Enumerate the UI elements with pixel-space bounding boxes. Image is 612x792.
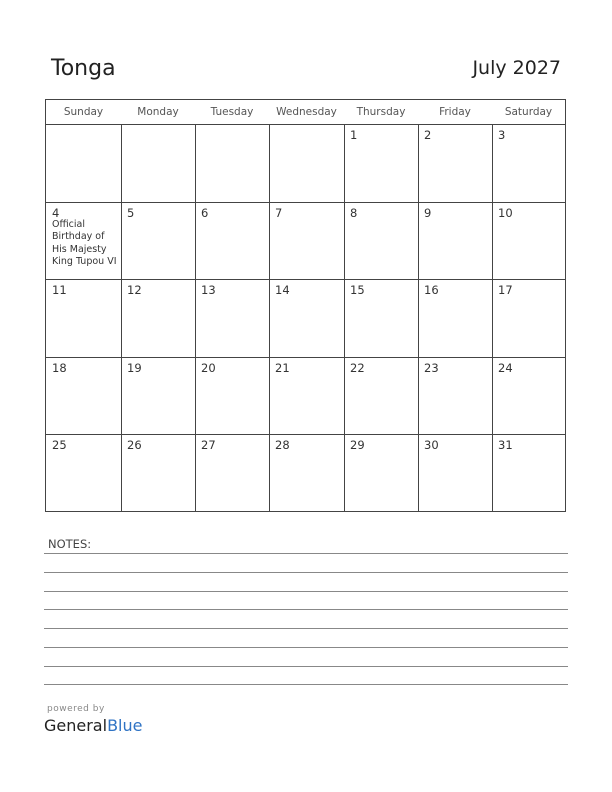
notes-line: [44, 628, 568, 629]
day-number: 16: [424, 283, 439, 298]
day-cell: [418, 202, 492, 280]
day-number: 31: [498, 438, 513, 453]
day-number: 4: [52, 205, 60, 220]
day-number: 24: [498, 360, 513, 375]
day-cell: [121, 202, 195, 280]
day-cell: [269, 279, 344, 357]
day-cell: [269, 124, 344, 202]
notes-line: [44, 609, 568, 610]
day-number: 19: [127, 360, 142, 375]
day-cell: [121, 279, 195, 357]
powered-by-text: powered by: [47, 704, 105, 714]
day-cell: [195, 202, 269, 280]
day-number: 12: [127, 283, 142, 298]
day-cell: [46, 357, 121, 435]
day-cell: [121, 124, 195, 202]
day-number: 13: [201, 283, 216, 298]
day-cell: [492, 124, 565, 202]
day-number: 15: [350, 283, 365, 298]
day-number: 23: [424, 360, 439, 375]
notes-line: [44, 684, 568, 685]
day-cell: [344, 202, 418, 280]
day-number: 3: [498, 128, 506, 142]
weekday-monday: Monday: [137, 106, 179, 118]
day-number: 26: [127, 438, 142, 453]
day-cell: [418, 124, 492, 202]
day-number: 27: [201, 438, 216, 453]
day-number: 7: [275, 205, 283, 220]
calendar-grid: [45, 99, 566, 512]
day-number: 6: [201, 205, 209, 220]
day-number: 20: [201, 360, 216, 375]
weekday-friday: Friday: [439, 106, 471, 118]
day-number: 11: [52, 283, 67, 298]
day-cell: [195, 279, 269, 357]
day-number: 1: [350, 128, 358, 142]
holiday-event: Official Birthday of His Majesty King Tupou VI: [52, 218, 117, 268]
notes-line: [44, 591, 568, 592]
day-cell: [46, 124, 121, 202]
day-cell: [195, 357, 269, 435]
day-cell: [46, 202, 121, 280]
notes-line: [44, 553, 568, 554]
day-number: 18: [52, 360, 67, 375]
day-cell: [344, 434, 418, 512]
brand-blue-text: Blue: [107, 716, 143, 735]
day-number: 5: [127, 205, 135, 220]
day-cell: [344, 124, 418, 202]
day-number: 28: [275, 438, 290, 453]
day-cell: [46, 434, 121, 512]
day-cell: [418, 434, 492, 512]
day-cell: [344, 357, 418, 435]
weekday-tuesday: Tuesday: [210, 106, 254, 118]
day-cell: [492, 357, 565, 435]
day-cell: [418, 357, 492, 435]
day-number: 21: [275, 360, 290, 375]
day-cell: [121, 434, 195, 512]
day-cell: [344, 279, 418, 357]
day-cell: [269, 434, 344, 512]
generalblue-logo: [44, 716, 142, 735]
notes-line: [44, 666, 568, 667]
day-cell: [46, 279, 121, 357]
weekday-thursday: Thursday: [356, 106, 406, 118]
day-cell: [492, 434, 565, 512]
notes-line: [44, 572, 568, 573]
weekday-sunday: Sunday: [63, 106, 104, 118]
day-number: 8: [350, 205, 358, 220]
weekday-header-row: [46, 100, 565, 125]
day-number: 17: [498, 283, 513, 298]
weekday-saturday: Saturday: [504, 106, 553, 118]
day-cell: [195, 434, 269, 512]
day-number: 29: [350, 438, 365, 453]
day-number: 9: [424, 205, 432, 220]
day-number: 22: [350, 360, 365, 375]
brand-general-text: General: [44, 716, 108, 735]
day-cell: [418, 279, 492, 357]
day-number: 14: [275, 283, 290, 298]
notes-label: NOTES:: [48, 537, 92, 551]
day-cell: [195, 124, 269, 202]
day-cell: [492, 279, 565, 357]
day-cell: [269, 202, 344, 280]
day-cell: [269, 357, 344, 435]
weekday-wednesday: Wednesday: [276, 106, 337, 118]
day-number: 2: [424, 128, 432, 142]
notes-line: [44, 647, 568, 648]
day-cell: [121, 357, 195, 435]
day-number: 30: [424, 438, 439, 453]
day-number: 25: [52, 438, 67, 453]
day-cell: [492, 202, 565, 280]
day-number: 10: [498, 205, 513, 220]
calendar-country-title: Tonga: [51, 56, 116, 81]
calendar-month-title: July 2027: [472, 57, 561, 79]
